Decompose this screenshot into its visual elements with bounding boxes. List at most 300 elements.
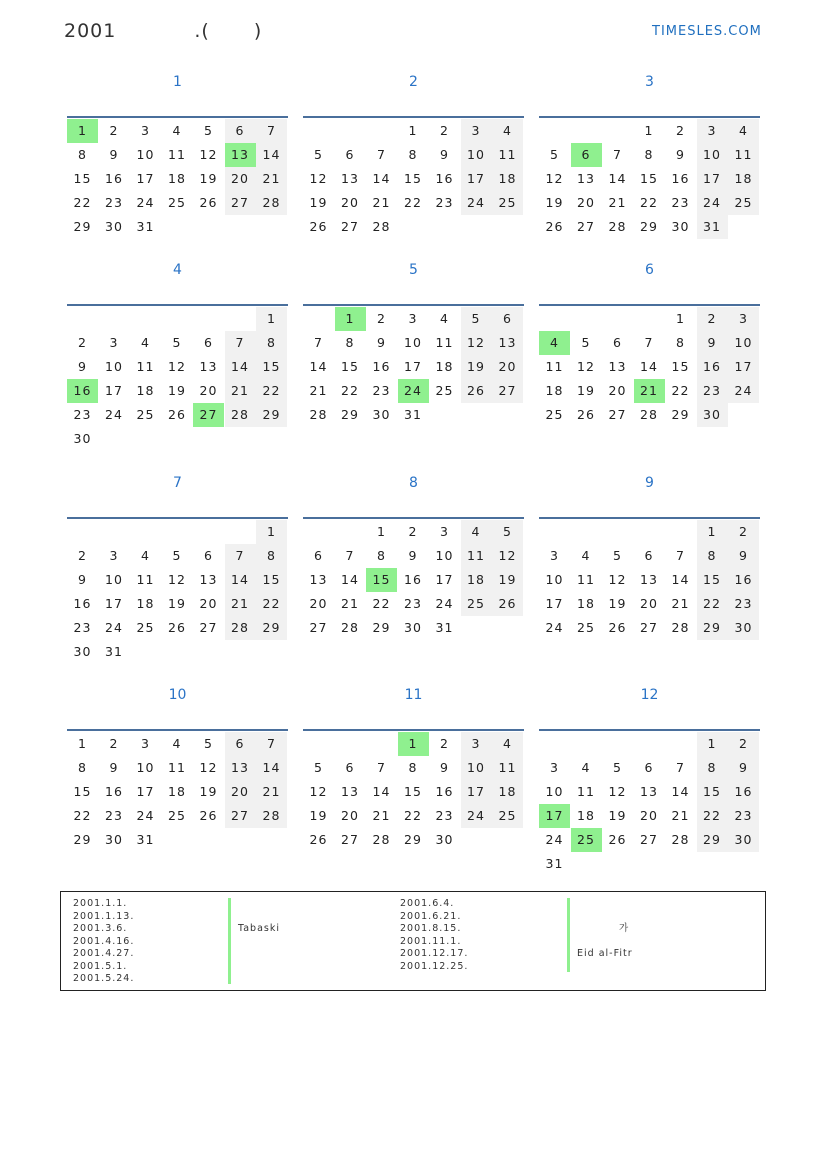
day-cell: 22 — [372, 596, 391, 611]
day-cell: 27 — [225, 804, 256, 828]
day-cell: 9 — [697, 331, 728, 355]
day-cell: 8 — [377, 548, 386, 563]
day-cell: 11 — [136, 572, 155, 587]
month-name: 11 — [404, 687, 423, 703]
day-cell: 14 — [671, 784, 690, 799]
day-cell: 15 — [341, 359, 359, 374]
legend-names-col2 — [577, 898, 633, 973]
day-cell: 6 — [345, 760, 355, 775]
day-cell: 26 — [309, 832, 328, 847]
legend-name — [238, 973, 280, 986]
day-cell: 23 — [105, 195, 123, 210]
day-cell: 17 — [105, 383, 123, 398]
day-cell: 14 — [256, 756, 287, 780]
month-name: 6 — [645, 262, 654, 278]
day-cell: 19 — [608, 596, 627, 611]
day-cell: 13 — [341, 171, 359, 186]
day-cell: 27 — [341, 219, 359, 234]
day-cell: 16 — [728, 780, 759, 804]
day-cell: 4 — [539, 331, 570, 355]
day-cell: 6 — [644, 548, 654, 563]
day-cell: 25 — [545, 407, 564, 422]
day-cell: 8 — [676, 335, 685, 350]
day-cell: 5 — [492, 520, 523, 544]
legend-date: 2001.5.24. — [73, 973, 135, 984]
day-cell: 30 — [728, 828, 759, 852]
day-cell: 5 — [204, 736, 213, 751]
day-cell: 29 — [256, 403, 287, 427]
day-cell: 6 — [345, 147, 355, 162]
day-cell: 17 — [539, 804, 570, 828]
day-cell: 19 — [545, 195, 564, 210]
day-cell: 1 — [377, 524, 386, 539]
day-cell: 16 — [105, 171, 123, 186]
holiday-legend — [60, 891, 766, 991]
day-cell: 1 — [256, 520, 287, 544]
day-cell: 23 — [372, 383, 391, 398]
day-cell: 29 — [697, 616, 728, 640]
day-cell: 9 — [78, 359, 87, 374]
day-cell: 25 — [168, 808, 186, 823]
day-cell: 23 — [728, 592, 759, 616]
day-cell: 8 — [78, 147, 87, 162]
day-cell: 10 — [697, 143, 728, 167]
day-cell: 28 — [671, 620, 690, 635]
day-cell: 30 — [435, 832, 454, 847]
month-rule — [67, 517, 288, 519]
day-cell: 2 — [109, 736, 119, 751]
day-cell: 14 — [256, 143, 287, 167]
day-cell: 20 — [225, 780, 256, 804]
month-name: 1 — [173, 74, 182, 90]
day-cell: 11 — [461, 544, 492, 568]
day-cell: 2 — [728, 520, 759, 544]
day-cell: 19 — [168, 596, 186, 611]
month-name: 10 — [168, 687, 187, 703]
day-cell: 10 — [728, 331, 759, 355]
day-cell: 12 — [492, 544, 523, 568]
day-cell: 10 — [136, 147, 155, 162]
day-cell: 17 — [545, 596, 564, 611]
day-cell: 31 — [545, 856, 564, 871]
day-cell: 25 — [571, 828, 602, 852]
day-cell: 15 — [640, 171, 658, 186]
day-cell: 4 — [492, 732, 523, 756]
day-cell: 30 — [372, 407, 391, 422]
day-cell: 26 — [461, 379, 492, 403]
legend-name: 가 — [619, 923, 630, 934]
title-paren-open: .( — [194, 20, 210, 42]
day-cell: 21 — [372, 808, 391, 823]
day-cell: 20 — [640, 596, 658, 611]
day-cell: 18 — [435, 359, 454, 374]
day-cell: 2 — [440, 736, 449, 751]
day-cell: 24 — [728, 379, 759, 403]
day-cell: 12 — [199, 147, 218, 162]
day-cell: 7 — [644, 335, 654, 350]
day-cell: 11 — [136, 359, 155, 374]
month-name: 5 — [409, 262, 418, 278]
day-cell: 19 — [461, 355, 492, 379]
day-cell: 2 — [408, 524, 418, 539]
legend-name — [577, 961, 633, 974]
day-cell: 7 — [225, 544, 256, 568]
day-cell: 19 — [199, 784, 218, 799]
day-cell: 24 — [545, 620, 564, 635]
day-cell: 21 — [225, 592, 256, 616]
day-cell: 11 — [545, 359, 564, 374]
day-cell: 7 — [377, 147, 386, 162]
day-cell: 22 — [671, 383, 690, 398]
day-cell: 7 — [345, 548, 355, 563]
day-cell: 21 — [671, 808, 690, 823]
day-cell: 28 — [372, 832, 391, 847]
day-cell: 1 — [697, 520, 728, 544]
day-cell: 31 — [404, 407, 422, 422]
day-cell: 22 — [640, 195, 658, 210]
day-cell: 17 — [728, 355, 759, 379]
day-cell: 1 — [335, 307, 366, 331]
day-cell: 26 — [199, 195, 218, 210]
day-cell: 1 — [408, 123, 418, 138]
day-cell: 13 — [492, 331, 523, 355]
day-cell: 4 — [141, 548, 150, 563]
day-cell: 17 — [136, 784, 155, 799]
day-cell: 29 — [341, 407, 359, 422]
day-cell: 22 — [404, 195, 422, 210]
day-cell: 4 — [728, 119, 759, 143]
day-cell: 26 — [168, 407, 186, 422]
day-cell: 27 — [341, 832, 359, 847]
title-paren-close: ) — [253, 20, 263, 42]
day-cell: 23 — [404, 596, 422, 611]
day-cell: 15 — [404, 784, 422, 799]
day-cell: 20 — [492, 355, 523, 379]
day-cell: 14 — [341, 572, 359, 587]
month-rule — [539, 517, 760, 519]
day-cell: 25 — [136, 620, 155, 635]
day-cell: 26 — [545, 219, 564, 234]
day-cell: 3 — [109, 548, 119, 563]
day-cell: 17 — [136, 171, 155, 186]
day-cell: 20 — [608, 383, 627, 398]
day-cell: 25 — [492, 191, 523, 215]
day-cell: 3 — [550, 760, 559, 775]
day-cell: 13 — [577, 171, 595, 186]
day-cell: 31 — [136, 219, 155, 234]
day-cell: 3 — [461, 732, 492, 756]
day-cell: 24 — [461, 191, 492, 215]
legend-date: 2001.4.16. — [73, 935, 135, 947]
day-cell: 4 — [492, 119, 523, 143]
day-cell: 12 — [461, 331, 492, 355]
day-cell: 24 — [105, 620, 123, 635]
day-cell: 27 — [492, 379, 523, 403]
day-cell: 9 — [728, 756, 759, 780]
day-cell: 25 — [435, 383, 454, 398]
day-cell: 6 — [314, 548, 323, 563]
day-cell: 5 — [204, 123, 213, 138]
day-cell: 10 — [136, 760, 155, 775]
day-cell: 5 — [314, 147, 323, 162]
day-cell: 28 — [640, 407, 658, 422]
legend-holiday-marker — [228, 898, 231, 984]
day-cell: 19 — [309, 808, 328, 823]
day-cell: 27 — [640, 620, 658, 635]
month-rule — [303, 729, 524, 731]
day-cell: 21 — [256, 167, 287, 191]
day-cell: 29 — [640, 219, 658, 234]
day-cell: 3 — [141, 123, 150, 138]
day-cell: 26 — [168, 620, 186, 635]
month-name: 12 — [640, 687, 659, 703]
day-cell: 16 — [728, 568, 759, 592]
day-cell: 1 — [398, 732, 429, 756]
day-cell: 2 — [676, 123, 685, 138]
day-cell: 9 — [109, 760, 119, 775]
day-cell: 24 — [398, 379, 429, 403]
day-cell: 28 — [309, 407, 328, 422]
legend-date: 2001.3.6. — [73, 923, 128, 934]
page-title — [64, 20, 262, 42]
day-cell: 1 — [644, 123, 654, 138]
day-cell: 27 — [640, 832, 658, 847]
day-cell: 6 — [225, 732, 256, 756]
day-cell: 2 — [728, 732, 759, 756]
day-cell: 3 — [461, 119, 492, 143]
day-cell: 16 — [697, 355, 728, 379]
day-cell: 17 — [435, 572, 454, 587]
day-cell: 13 — [640, 784, 658, 799]
day-cell: 28 — [256, 804, 287, 828]
day-cell: 13 — [225, 756, 256, 780]
legend-name — [238, 911, 280, 924]
day-cell: 22 — [697, 804, 728, 828]
month-rule — [303, 304, 524, 306]
day-cell: 24 — [105, 407, 123, 422]
day-cell: 14 — [225, 355, 256, 379]
day-cell: 18 — [492, 167, 523, 191]
day-cell: 21 — [225, 379, 256, 403]
day-cell: 20 — [577, 195, 595, 210]
day-cell: 7 — [225, 331, 256, 355]
day-cell: 9 — [676, 147, 685, 162]
day-cell: 27 — [225, 191, 256, 215]
day-cell: 29 — [256, 616, 287, 640]
day-cell: 9 — [408, 548, 418, 563]
day-cell: 31 — [697, 215, 728, 239]
day-cell: 20 — [341, 808, 359, 823]
day-cell: 24 — [435, 596, 454, 611]
day-cell: 29 — [73, 219, 92, 234]
day-cell: 24 — [545, 832, 564, 847]
day-cell: 25 — [136, 407, 155, 422]
day-cell: 9 — [728, 544, 759, 568]
day-cell: 3 — [141, 736, 150, 751]
month-rule — [303, 517, 524, 519]
day-cell: 12 — [545, 171, 564, 186]
day-cell: 18 — [168, 171, 186, 186]
day-cell: 21 — [341, 596, 359, 611]
day-cell: 6 — [492, 307, 523, 331]
day-cell: 20 — [309, 596, 328, 611]
day-cell: 5 — [613, 760, 622, 775]
day-cell: 18 — [492, 780, 523, 804]
day-cell: 29 — [73, 832, 92, 847]
day-cell: 8 — [697, 756, 728, 780]
day-cell: 22 — [256, 379, 287, 403]
legend-date: 2001.12.17. — [400, 948, 469, 959]
day-cell: 15 — [73, 171, 92, 186]
day-cell: 21 — [671, 596, 690, 611]
day-cell: 9 — [440, 760, 449, 775]
day-cell: 18 — [461, 568, 492, 592]
day-cell: 8 — [697, 544, 728, 568]
legend-name — [238, 936, 280, 949]
day-cell: 8 — [345, 335, 355, 350]
day-cell: 4 — [581, 548, 591, 563]
day-cell: 6 — [204, 548, 213, 563]
day-cell: 2 — [440, 123, 449, 138]
day-cell: 5 — [172, 335, 182, 350]
site-logo[interactable]: TIMESLES.COM — [652, 24, 762, 39]
day-cell: 31 — [136, 832, 155, 847]
day-cell: 16 — [73, 596, 92, 611]
month-name: 9 — [645, 475, 654, 491]
day-cell: 25 — [168, 195, 186, 210]
day-cell: 13 — [225, 143, 256, 167]
day-cell: 3 — [408, 311, 418, 326]
day-cell: 8 — [256, 331, 287, 355]
day-cell: 6 — [613, 335, 622, 350]
legend-holiday-marker — [567, 898, 570, 972]
day-cell: 21 — [608, 195, 627, 210]
day-cell: 26 — [199, 808, 218, 823]
day-cell: 29 — [372, 620, 391, 635]
day-cell: 8 — [78, 760, 87, 775]
day-cell: 21 — [309, 383, 328, 398]
month-name: 4 — [173, 262, 182, 278]
day-cell: 30 — [671, 219, 690, 234]
day-cell: 12 — [199, 760, 218, 775]
day-cell: 14 — [372, 171, 391, 186]
day-cell: 11 — [577, 784, 595, 799]
day-cell: 7 — [256, 119, 287, 143]
day-cell: 4 — [141, 335, 150, 350]
day-cell: 3 — [109, 335, 119, 350]
legend-name: Eid al-Fitr — [577, 948, 633, 959]
day-cell: 27 — [193, 403, 224, 427]
day-cell: 5 — [172, 548, 182, 563]
day-cell: 19 — [608, 808, 627, 823]
day-cell: 29 — [671, 407, 690, 422]
day-cell: 12 — [168, 359, 186, 374]
year-label: 2001 — [64, 20, 117, 42]
day-cell: 20 — [199, 596, 218, 611]
day-cell: 9 — [78, 572, 87, 587]
day-cell: 3 — [550, 548, 559, 563]
day-cell: 7 — [676, 760, 685, 775]
legend-date: 2001.4.27. — [73, 948, 135, 959]
day-cell: 13 — [608, 359, 627, 374]
legend-name — [238, 898, 280, 911]
day-cell: 2 — [78, 548, 87, 563]
day-cell: 15 — [73, 784, 92, 799]
day-cell: 2 — [697, 307, 728, 331]
month-rule — [67, 116, 288, 118]
day-cell: 18 — [728, 167, 759, 191]
day-cell: 22 — [404, 808, 422, 823]
day-cell: 12 — [168, 572, 186, 587]
legend-date: 2001.12.25. — [400, 960, 469, 972]
day-cell: 5 — [613, 548, 622, 563]
day-cell: 23 — [671, 195, 690, 210]
day-cell: 21 — [634, 379, 665, 403]
day-cell: 29 — [404, 832, 422, 847]
day-cell: 17 — [461, 780, 492, 804]
day-cell: 30 — [73, 431, 92, 446]
legend-name — [577, 936, 633, 949]
day-cell: 16 — [435, 784, 454, 799]
day-cell: 14 — [640, 359, 658, 374]
month-rule — [67, 304, 288, 306]
day-cell: 10 — [545, 572, 564, 587]
day-cell: 19 — [577, 383, 595, 398]
day-cell: 19 — [168, 383, 186, 398]
day-cell: 15 — [697, 780, 728, 804]
day-cell: 20 — [199, 383, 218, 398]
month-rule — [67, 729, 288, 731]
day-cell: 2 — [109, 123, 119, 138]
day-cell: 28 — [225, 403, 256, 427]
day-cell: 11 — [492, 143, 523, 167]
day-cell: 27 — [577, 219, 595, 234]
legend-name — [238, 961, 280, 974]
day-cell: 10 — [105, 359, 123, 374]
day-cell: 26 — [608, 620, 627, 635]
day-cell: 16 — [105, 784, 123, 799]
day-cell: 3 — [697, 119, 728, 143]
day-cell: 19 — [199, 171, 218, 186]
day-cell: 11 — [728, 143, 759, 167]
day-cell: 10 — [461, 756, 492, 780]
day-cell: 4 — [172, 736, 182, 751]
day-cell: 22 — [697, 592, 728, 616]
day-cell: 15 — [697, 568, 728, 592]
day-cell: 6 — [571, 143, 602, 167]
legend-date: 2001.8.15. — [400, 923, 462, 934]
day-cell: 27 — [608, 407, 627, 422]
day-cell: 10 — [105, 572, 123, 587]
month-rule — [303, 116, 524, 118]
day-cell: 10 — [435, 548, 454, 563]
day-cell: 14 — [372, 784, 391, 799]
day-cell: 8 — [408, 147, 418, 162]
day-cell: 18 — [136, 383, 155, 398]
day-cell: 25 — [461, 592, 492, 616]
day-cell: 11 — [435, 335, 454, 350]
day-cell: 3 — [728, 307, 759, 331]
day-cell: 22 — [256, 592, 287, 616]
day-cell: 5 — [550, 147, 559, 162]
day-cell: 9 — [377, 335, 386, 350]
legend-dates-col2 — [400, 898, 468, 973]
day-cell: 19 — [309, 195, 328, 210]
day-cell: 18 — [577, 596, 595, 611]
day-cell: 10 — [461, 143, 492, 167]
day-cell: 28 — [608, 219, 627, 234]
legend-date: 2001.6.21. — [400, 910, 462, 922]
